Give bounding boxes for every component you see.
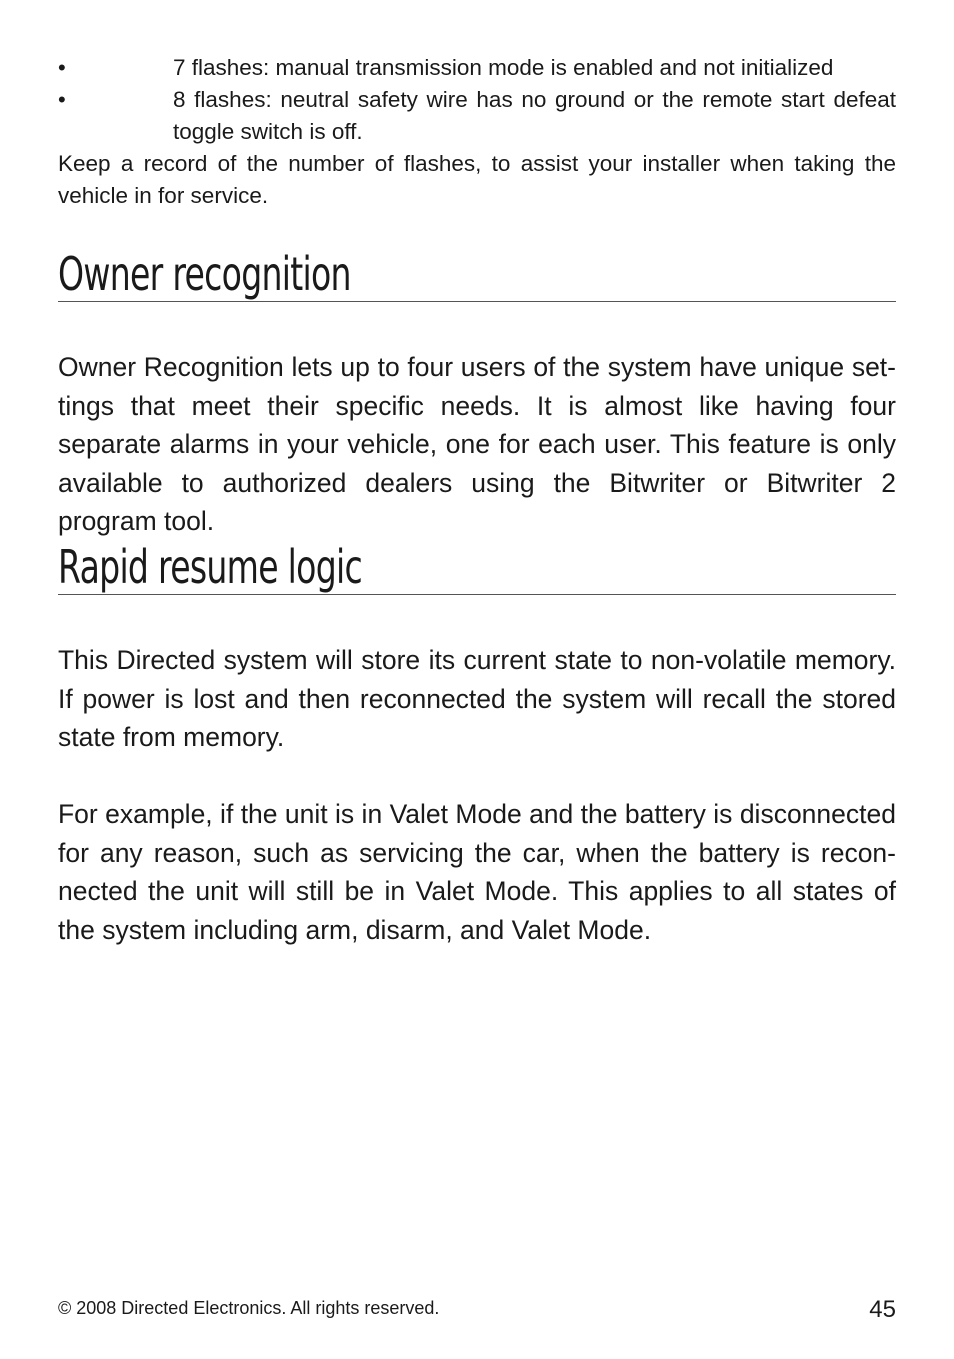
bullet-icon: • <box>58 55 66 80</box>
intro-paragraph: Keep a record of the number of flashes, to assist your installer when taking the vehicle in for service. <box>58 151 896 208</box>
page-number: 45 <box>869 1296 896 1323</box>
section-heading-text: Owner recognition <box>58 247 351 301</box>
list-item-text: 8 flashes: neutral safety wire has no ground or the remote start defeat toggle switch is off. <box>173 87 896 144</box>
flash-code-list <box>58 52 896 148</box>
list-item-text: 7 flashes: manual transmission mode is enabled and not initialized <box>173 55 834 80</box>
footer-copyright: © 2008 Directed Electronics. All rights reserved. <box>58 1298 440 1318</box>
list-item <box>58 52 896 84</box>
section-heading-owner-recognition <box>58 247 896 302</box>
section-heading-rapid-resume-logic <box>58 540 896 595</box>
section-heading-text: Rapid resume logic <box>58 540 362 594</box>
bullet-icon: • <box>58 87 66 112</box>
owner-recognition-paragraph: Owner Recognition lets up to four users of the system have unique settings that meet their specific needs. It is almost like having four separate alarms in your vehicle, one for each user. This feature is only available to authorized dealers using the Bitwriter or Bitwriter 2 program tool. <box>58 352 896 536</box>
rapid-resume-paragraph-2: For example, if the unit is in Valet Mode and the battery is disconnected for any reason, such as servicing the car, when the battery is reconnected the unit will still be in Valet Mode. This applies to all states of the system including arm, disarm, and Valet Mode. <box>58 799 896 945</box>
rapid-resume-paragraph-1: This Directed system will store its current state to non-volatile memory. If power is lost and then reconnected the system will recall the stored state from memory. <box>58 645 896 752</box>
list-item <box>58 84 896 148</box>
